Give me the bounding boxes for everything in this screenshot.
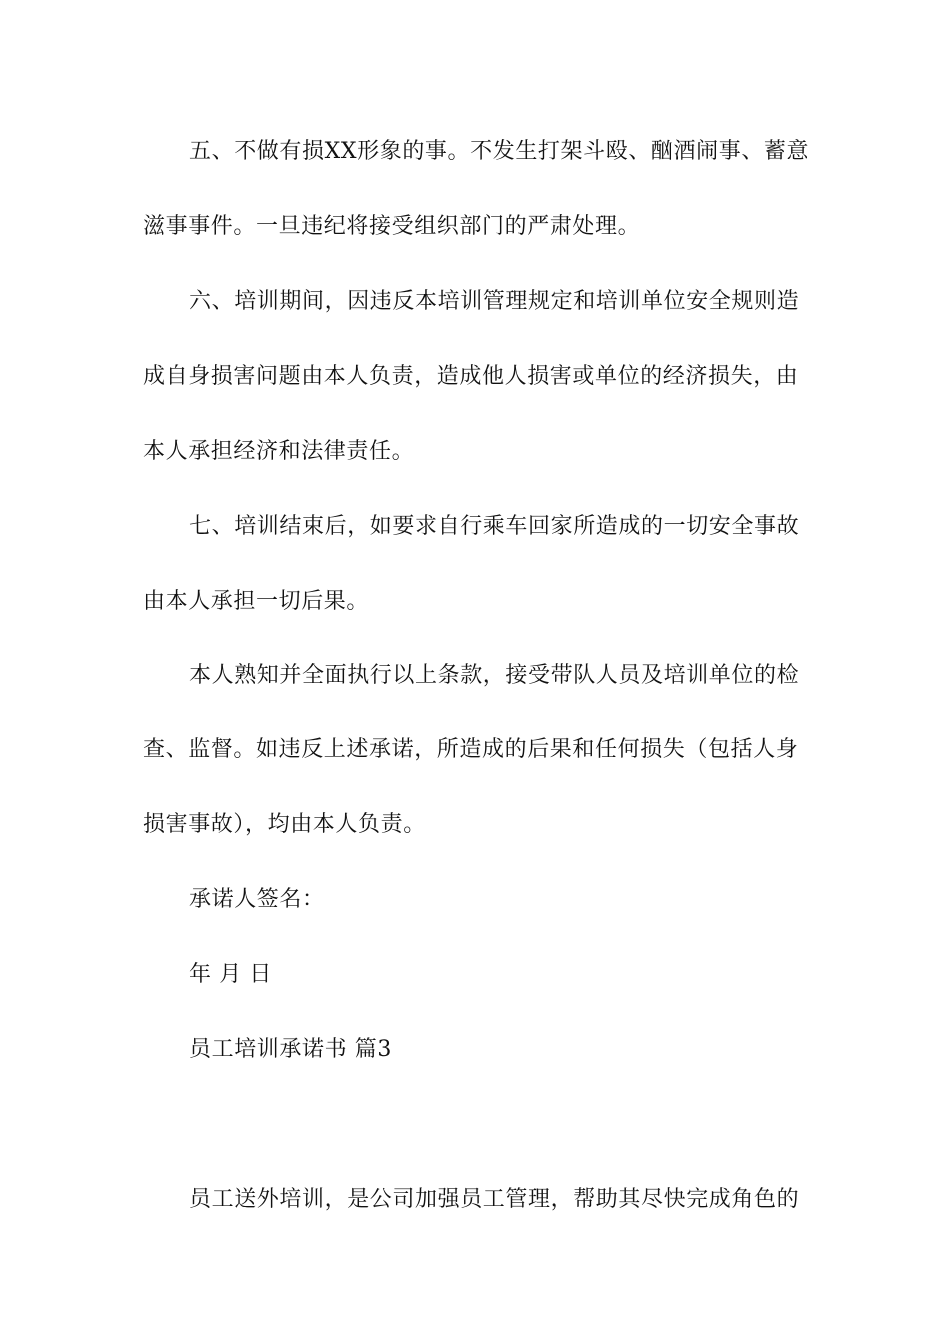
section-3-line-1: 员工送外培训，是公司加强员工管理，帮助其尽快完成角色的 (189, 1187, 800, 1212)
acknowledgement-line-1: 本人熟知并全面执行以上条款，接受带队人员及培训单位的检 (189, 663, 800, 688)
acknowledgement-line-3: 损害事故），均由本人负责。 (143, 812, 426, 837)
paragraph-7-line-1: 七、培训结束后，如要求自行乘车回家所造成的一切安全事故 (189, 514, 800, 539)
date-label: 年 月 日 (189, 962, 272, 987)
signature-label: 承诺人签名： (189, 887, 325, 912)
paragraph-6-line-2: 成自身损害问题由本人负责，造成他人损害或单位的经济损失，由 (143, 364, 799, 389)
paragraph-6-line-1: 六、培训期间，因违反本培训管理规定和培训单位安全规则造 (189, 289, 800, 314)
paragraph-6-line-3: 本人承担经济和法律责任。 (143, 439, 415, 464)
section-heading: 员工培训承诺书 篇3 (189, 1037, 392, 1062)
paragraph-5-line-1: 五、不做有损XX形象的事。不发生打架斗殴、酗酒闹事、蓄意 (189, 139, 809, 164)
paragraph-5-line-2: 滋事事件。一旦违纪将接受组织部门的严肃处理。 (143, 214, 641, 239)
paragraph-7-line-2: 由本人承担一切后果。 (143, 589, 370, 614)
acknowledgement-line-2: 查、监督。如违反上述承诺，所造成的后果和任何损失（包括人身 (143, 737, 799, 762)
